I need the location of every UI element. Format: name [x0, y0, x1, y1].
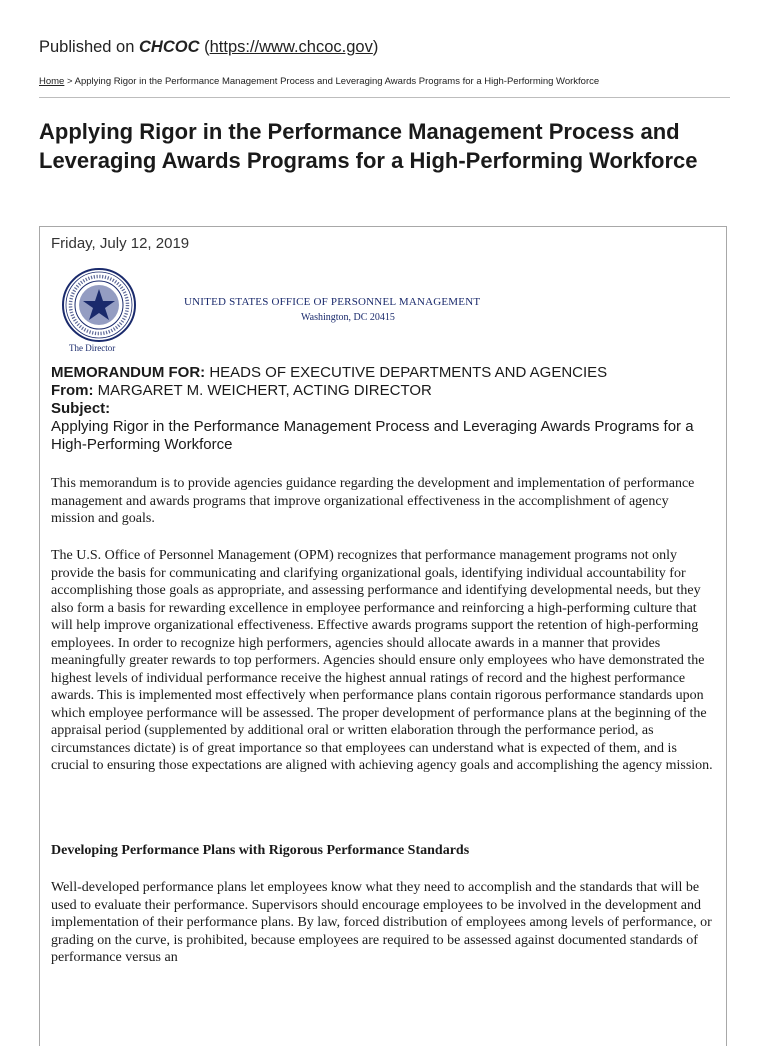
close-paren: )	[372, 38, 379, 56]
breadcrumb	[39, 76, 599, 87]
publish-date: Friday, July 12, 2019	[51, 235, 190, 252]
paragraph-performance-plans: Well-developed performance plans let employees know what they need to accomplish and the standards that will be used to evaluate their performance. Supervisors should encourage employees to be involved in the development and implementation of their performance plans. By law, forced distribution of employees among levels of performance, or grading on the curve, is prohibited, because employees are required to be assessed against documented standards of performance versus an	[51, 880, 712, 965]
section-heading: Developing Performance Plans with Rigorous Performance Standards	[51, 843, 470, 858]
page-title: Applying Rigor in the Performance Management Process and Leveraging Awards Programs for a High-Performing Workforce	[39, 119, 698, 173]
memo-from-line	[51, 382, 711, 400]
breadcrumb-home-link[interactable]: Home	[39, 76, 65, 87]
memo-for-value: HEADS OF EXECUTIVE DEPARTMENTS AND AGENCIES	[205, 364, 608, 381]
published-prefix: Published on	[39, 38, 139, 56]
site-name: CHCOC	[139, 38, 200, 56]
the-director-label: The Director	[69, 343, 116, 353]
breadcrumb-separator: >	[64, 76, 75, 87]
opm-seal-icon	[61, 267, 137, 343]
memo-subject-value: Applying Rigor in the Performance Management Process and Leveraging Awards Programs for a High-Performing Workforce	[51, 418, 694, 453]
memo-for-label: MEMORANDUM FOR:	[51, 364, 206, 381]
paragraph-opm: The U.S. Office of Personnel Management (OPM) recognizes that performance management programs not only provide the basis for communicating and clarifying organizational goals, identifying individual accountability for accomplishing those goals as appropriate, and assessing performance and identifying developmental needs, but they also form a basis for rewarding excellence in employee performance and reinforcing a high-performing culture that will help improve organizational effectiveness. Effective awards programs support the retention of high-performing employees. In order to recognize high performers, agencies should allocate awards in a manner that provides meaningfully greater rewards to top performers. Agencies should ensure only employees who have demonstrated the highest levels of individual performance receive the highest annual ratings of record and the highest performance awards. This is implemented most effectively when performance plans contain rigorous performance standards upon which employee performance will be assessed. The proper development of performance plans at the beginning of the appraisal period (supplemented by additional oral or written elaboration through the performance period, as circumstances dictate) is of great importance so that employees can understand what is expected of them, and is crucial to ensuring those expectations are aligned with achieving agency goals and accomplishing the agency mission.	[51, 548, 713, 773]
memo-for-line	[51, 364, 711, 382]
memo-from-value: MARGARET M. WEICHERT, ACTING DIRECTOR	[93, 382, 432, 399]
letterhead	[51, 265, 711, 355]
breadcrumb-current: Applying Rigor in the Performance Management Process and Leveraging Awards Programs for a High-Performing Workforce	[74, 76, 600, 87]
agency-name: UNITED STATES OFFICE OF PERSONNEL MANAGEMENT	[184, 296, 481, 308]
memo-from-label: From:	[51, 382, 94, 399]
paragraph-intro: This memorandum is to provide agencies guidance regarding the development and implementation of performance management and awards programs that improve organizational effectiveness in the accomplishment of agency mission and goals.	[51, 476, 695, 526]
header-divider	[39, 97, 730, 98]
open-paren: (	[199, 38, 210, 56]
content-box	[39, 226, 727, 1046]
memo-subject-line	[51, 400, 711, 418]
memo-header	[51, 364, 711, 454]
memo-subject-label: Subject:	[51, 400, 111, 417]
site-url-link[interactable]: https://www.chcoc.gov	[209, 38, 373, 56]
published-on-line	[39, 38, 378, 57]
agency-city: Washington, DC 20415	[301, 312, 395, 323]
